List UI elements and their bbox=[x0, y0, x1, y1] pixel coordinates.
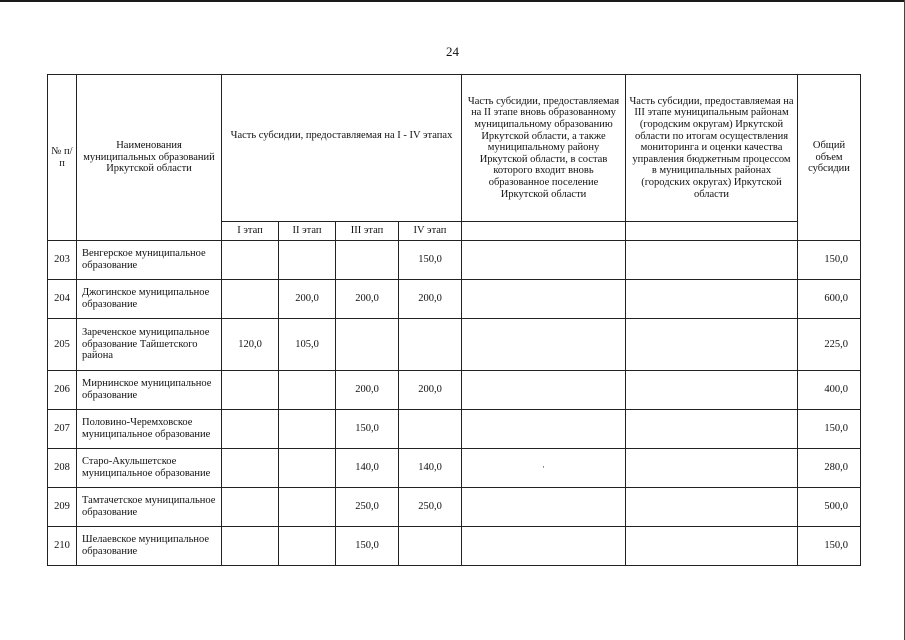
header-num: № п/п bbox=[48, 75, 77, 241]
row-num: 204 bbox=[48, 280, 77, 319]
row-stage-3: 250,0 bbox=[336, 488, 399, 527]
row-stage-3: 200,0 bbox=[336, 280, 399, 319]
header-name: Наименования муниципальных образований Иркутской области bbox=[77, 75, 222, 241]
header-stage-4: IV этап bbox=[399, 222, 462, 241]
header-stage2-new-empty bbox=[462, 222, 626, 241]
row-stage-2 bbox=[279, 241, 336, 280]
header-stage-1: I этап bbox=[222, 222, 279, 241]
table-row bbox=[48, 449, 861, 488]
row-num: 208 bbox=[48, 449, 77, 488]
row-total: 150,0 bbox=[798, 410, 861, 449]
row-stage2-new bbox=[462, 241, 626, 280]
header-stages-group bbox=[222, 75, 462, 222]
row-stage2-new bbox=[462, 488, 626, 527]
row-num: 203 bbox=[48, 241, 77, 280]
row-stage-2 bbox=[279, 527, 336, 566]
table-row bbox=[48, 410, 861, 449]
row-stage-1 bbox=[222, 241, 279, 280]
row-stage3-districts bbox=[626, 488, 798, 527]
scan-edge-top bbox=[0, 0, 905, 2]
table-row bbox=[48, 527, 861, 566]
row-stage2-new bbox=[462, 371, 626, 410]
row-stage-1 bbox=[222, 488, 279, 527]
row-num: 210 bbox=[48, 527, 77, 566]
row-name: Джогинское муниципальное образование bbox=[77, 280, 222, 319]
row-stage3-districts bbox=[626, 241, 798, 280]
row-stage-2 bbox=[279, 449, 336, 488]
row-stage-1 bbox=[222, 527, 279, 566]
row-stage-4: 150,0 bbox=[399, 241, 462, 280]
page-number: 24 bbox=[446, 44, 459, 59]
row-stage-1 bbox=[222, 410, 279, 449]
row-name: Шелаевское муниципальное образование bbox=[77, 527, 222, 566]
row-total: 500,0 bbox=[798, 488, 861, 527]
row-name: Тамтачетское муниципальное образование bbox=[77, 488, 222, 527]
table-row bbox=[48, 241, 861, 280]
row-stage-4 bbox=[399, 319, 462, 371]
row-num: 206 bbox=[48, 371, 77, 410]
row-name: Венгерское муниципальное образование bbox=[77, 241, 222, 280]
row-total: 400,0 bbox=[798, 371, 861, 410]
row-stage-2 bbox=[279, 371, 336, 410]
row-total: 225,0 bbox=[798, 319, 861, 371]
row-stage3-districts bbox=[626, 410, 798, 449]
row-total: 150,0 bbox=[798, 241, 861, 280]
row-stage2-new bbox=[462, 410, 626, 449]
row-stage2-new bbox=[462, 527, 626, 566]
table-row bbox=[48, 280, 861, 319]
table-row bbox=[48, 371, 861, 410]
row-stage-1 bbox=[222, 371, 279, 410]
row-stage-1 bbox=[222, 280, 279, 319]
row-stage3-districts bbox=[626, 449, 798, 488]
row-stage2-new bbox=[462, 280, 626, 319]
row-stage-4 bbox=[399, 527, 462, 566]
row-stage3-districts bbox=[626, 319, 798, 371]
row-stage2-new: · bbox=[462, 449, 626, 488]
row-stage-1 bbox=[222, 449, 279, 488]
row-stage-4 bbox=[399, 410, 462, 449]
header-stages-group-label: Часть субсидии, предоставляемая на I - IV этапах bbox=[230, 130, 453, 142]
row-total: 600,0 bbox=[798, 280, 861, 319]
row-num: 209 bbox=[48, 488, 77, 527]
header-total: Общий объем субсидии bbox=[798, 75, 861, 241]
table-row bbox=[48, 488, 861, 527]
row-stage-3: 150,0 bbox=[336, 410, 399, 449]
row-stage-2 bbox=[279, 410, 336, 449]
row-stage-3: 150,0 bbox=[336, 527, 399, 566]
row-stage-4: 200,0 bbox=[399, 280, 462, 319]
row-stage-3: 140,0 bbox=[336, 449, 399, 488]
row-num: 205 bbox=[48, 319, 77, 371]
row-name: Мирнинское муниципальное образование bbox=[77, 371, 222, 410]
row-stage-1: 120,0 bbox=[222, 319, 279, 371]
row-stage-3 bbox=[336, 319, 399, 371]
subsidy-table bbox=[47, 74, 861, 566]
header-stage-3: III этап bbox=[336, 222, 399, 241]
row-stage2-new bbox=[462, 319, 626, 371]
row-total: 150,0 bbox=[798, 527, 861, 566]
row-total: 280,0 bbox=[798, 449, 861, 488]
row-stage-4: 200,0 bbox=[399, 371, 462, 410]
row-name: Старо-Акульшетское муниципальное образование bbox=[77, 449, 222, 488]
row-stage-3: 200,0 bbox=[336, 371, 399, 410]
row-stage-4: 140,0 bbox=[399, 449, 462, 488]
header-stage-2: II этап bbox=[279, 222, 336, 241]
header-stage2-new: Часть субсидии, предоставляемая на II этапе вновь образованному муниципальному образованию Иркутской области, а также муниципальному району Иркутской области, в состав которого входит вновь образованное поселение Иркутской области bbox=[462, 75, 626, 222]
row-stage3-districts bbox=[626, 527, 798, 566]
row-stage-3 bbox=[336, 241, 399, 280]
table-row bbox=[48, 319, 861, 371]
row-stage-4: 250,0 bbox=[399, 488, 462, 527]
row-stage3-districts bbox=[626, 280, 798, 319]
row-name: Зареченское муниципальное образование Тайшетского района bbox=[77, 319, 222, 371]
row-stage3-districts bbox=[626, 371, 798, 410]
header-row bbox=[48, 75, 861, 222]
row-stage-2 bbox=[279, 488, 336, 527]
row-num: 207 bbox=[48, 410, 77, 449]
row-name: Половино-Черемховское муниципальное образование bbox=[77, 410, 222, 449]
row-stage-2: 105,0 bbox=[279, 319, 336, 371]
header-stage3-districts-empty bbox=[626, 222, 798, 241]
row-stage-2: 200,0 bbox=[279, 280, 336, 319]
header-stage3-districts: Часть субсидии, предоставляемая на III этапе муниципальным районам (городским округам) Иркутской области по итогам осуществления мониторинга и оценки качества управления бюджетным процессом в муниципальных районах (городских округах) Иркутской области bbox=[626, 75, 798, 222]
